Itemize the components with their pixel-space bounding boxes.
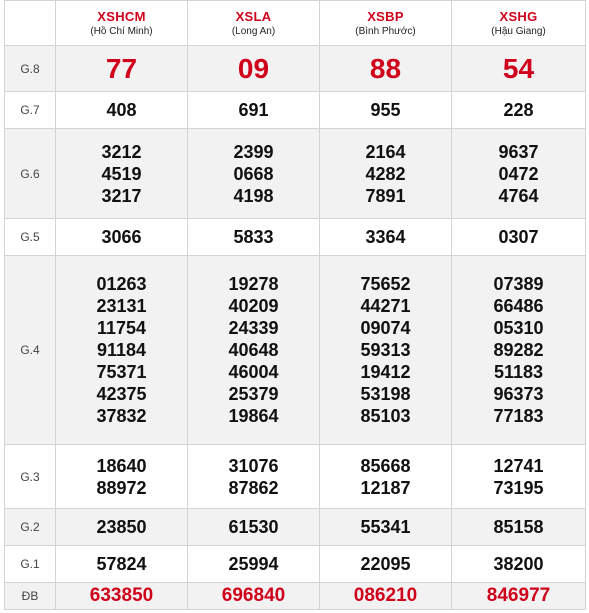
result-number: 5833 xyxy=(233,227,274,247)
prize-row-g2 xyxy=(5,509,586,546)
prize-row-db xyxy=(5,583,586,610)
prize-row-g5 xyxy=(5,219,586,256)
special-prize-number: 696840 xyxy=(221,585,286,606)
province-header-hg[interactable] xyxy=(452,1,586,46)
result-cell xyxy=(452,509,586,546)
result-cell xyxy=(452,92,586,129)
prize-label: G.3 xyxy=(5,445,56,509)
prize-label: G.6 xyxy=(5,129,56,219)
result-cell xyxy=(452,445,586,509)
result-number: 228 xyxy=(503,100,534,120)
province-header-hcm[interactable] xyxy=(56,1,188,46)
result-number: 691 xyxy=(238,100,269,120)
result-cell xyxy=(452,46,586,92)
result-cell xyxy=(56,219,188,256)
result-cell xyxy=(188,219,320,256)
result-cell xyxy=(56,445,188,509)
result-number: 85103 xyxy=(360,406,411,426)
result-number: 53198 xyxy=(360,384,411,404)
result-number: 01263 xyxy=(96,274,147,294)
province-code[interactable]: XSBP xyxy=(367,8,404,24)
province-header-bp[interactable] xyxy=(320,1,452,46)
result-number: 408 xyxy=(106,100,137,120)
result-cell xyxy=(188,546,320,583)
result-number: 4764 xyxy=(498,185,539,206)
prize-label: G.5 xyxy=(5,219,56,256)
result-cell xyxy=(320,546,452,583)
prize-label: G.2 xyxy=(5,509,56,546)
special-prize-number: 846977 xyxy=(486,585,551,606)
province-name: (Bình Phước) xyxy=(355,25,416,37)
prize-label: G.8 xyxy=(5,46,56,92)
result-number: 77 xyxy=(105,52,138,84)
result-cell xyxy=(188,583,320,610)
result-cell xyxy=(56,46,188,92)
prize-row-g6 xyxy=(5,129,586,219)
result-number: 88972 xyxy=(96,477,147,498)
result-cell xyxy=(188,445,320,509)
result-number: 91184 xyxy=(96,340,147,360)
result-number: 12741 xyxy=(493,455,544,476)
result-cell xyxy=(320,445,452,509)
result-number: 89282 xyxy=(493,340,544,360)
result-cell xyxy=(320,46,452,92)
result-number: 4198 xyxy=(233,185,274,206)
result-number: 46004 xyxy=(228,362,279,382)
result-number: 4282 xyxy=(365,163,406,184)
result-number: 22095 xyxy=(360,554,411,574)
result-number: 19278 xyxy=(228,274,279,294)
result-number: 25379 xyxy=(228,384,279,404)
result-cell xyxy=(320,92,452,129)
result-number: 51183 xyxy=(493,362,544,382)
prize-label: G.7 xyxy=(5,92,56,129)
result-cell xyxy=(452,129,586,219)
result-number: 25994 xyxy=(228,554,279,574)
result-number: 0307 xyxy=(498,227,539,247)
result-number: 3364 xyxy=(365,227,406,247)
result-number: 54 xyxy=(502,52,535,84)
prize-label: G.4 xyxy=(5,256,56,445)
lottery-results-table xyxy=(4,0,586,610)
result-number: 75652 xyxy=(360,274,411,294)
result-number: 23850 xyxy=(96,517,147,537)
result-number: 38200 xyxy=(493,554,544,574)
result-number: 07389 xyxy=(493,274,544,294)
result-cell xyxy=(320,583,452,610)
result-cell xyxy=(188,129,320,219)
result-number: 61530 xyxy=(228,517,279,537)
result-number: 40648 xyxy=(228,340,279,360)
prize-row-g3 xyxy=(5,445,586,509)
prize-label: ĐB xyxy=(5,583,56,610)
special-prize-number: 633850 xyxy=(89,585,154,606)
result-number: 44271 xyxy=(360,296,411,316)
result-number: 7891 xyxy=(365,185,406,206)
result-number: 19412 xyxy=(360,362,411,382)
result-cell xyxy=(56,129,188,219)
result-number: 85668 xyxy=(360,455,411,476)
special-prize-number: 086210 xyxy=(353,585,418,606)
result-cell xyxy=(452,546,586,583)
result-cell xyxy=(56,509,188,546)
result-number: 87862 xyxy=(228,477,279,498)
result-number: 88 xyxy=(369,52,402,84)
result-number: 77183 xyxy=(493,406,544,426)
province-name: (Hồ Chí Minh) xyxy=(90,25,153,37)
result-number: 73195 xyxy=(493,477,544,498)
result-number: 85158 xyxy=(493,517,544,537)
result-number: 75371 xyxy=(96,362,147,382)
result-number: 09074 xyxy=(360,318,411,338)
result-number: 55341 xyxy=(360,517,411,537)
result-cell xyxy=(452,583,586,610)
prize-label: G.1 xyxy=(5,546,56,583)
result-number: 3212 xyxy=(101,141,142,162)
province-name: (Long An) xyxy=(231,25,276,37)
result-cell xyxy=(56,92,188,129)
result-number: 05310 xyxy=(493,318,544,338)
prize-row-g4 xyxy=(5,256,586,445)
result-cell xyxy=(56,546,188,583)
result-cell xyxy=(188,46,320,92)
result-cell xyxy=(452,256,586,445)
prize-row-g7 xyxy=(5,92,586,129)
result-cell xyxy=(452,219,586,256)
result-number: 24339 xyxy=(228,318,279,338)
result-number: 9637 xyxy=(498,141,539,162)
result-number: 96373 xyxy=(493,384,544,404)
result-cell xyxy=(56,583,188,610)
result-number: 09 xyxy=(237,52,270,84)
province-code[interactable]: XSLA xyxy=(235,8,272,24)
result-number: 42375 xyxy=(96,384,147,404)
result-number: 31076 xyxy=(228,455,279,476)
result-number: 0668 xyxy=(233,163,274,184)
result-cell xyxy=(320,509,452,546)
result-number: 3217 xyxy=(101,185,142,206)
result-number: 40209 xyxy=(228,296,279,316)
province-code[interactable]: XSHCM xyxy=(97,8,146,24)
result-number: 4519 xyxy=(101,163,142,184)
result-number: 2399 xyxy=(233,141,274,162)
result-cell xyxy=(188,509,320,546)
result-number: 66486 xyxy=(493,296,544,316)
result-number: 19864 xyxy=(228,406,279,426)
result-number: 37832 xyxy=(96,406,147,426)
result-number: 955 xyxy=(370,100,401,120)
result-number: 59313 xyxy=(360,340,411,360)
result-number: 23131 xyxy=(96,296,147,316)
prize-row-g1 xyxy=(5,546,586,583)
result-number: 12187 xyxy=(360,477,411,498)
province-code[interactable]: XSHG xyxy=(499,8,538,24)
result-cell xyxy=(188,256,320,445)
result-number: 18640 xyxy=(96,455,147,476)
result-number: 57824 xyxy=(96,554,147,574)
result-number: 2164 xyxy=(365,141,406,162)
result-number: 3066 xyxy=(101,227,142,247)
prize-rows xyxy=(5,46,586,610)
province-header-la[interactable] xyxy=(188,1,320,46)
province-name: (Hậu Giang) xyxy=(491,25,546,37)
prize-row-g8 xyxy=(5,46,586,92)
result-cell xyxy=(320,129,452,219)
result-cell xyxy=(320,219,452,256)
result-number: 11754 xyxy=(96,318,147,338)
corner-cell xyxy=(5,1,56,46)
result-cell xyxy=(56,256,188,445)
result-number: 0472 xyxy=(498,163,539,184)
result-cell xyxy=(188,92,320,129)
header-row xyxy=(5,1,586,46)
result-cell xyxy=(320,256,452,445)
